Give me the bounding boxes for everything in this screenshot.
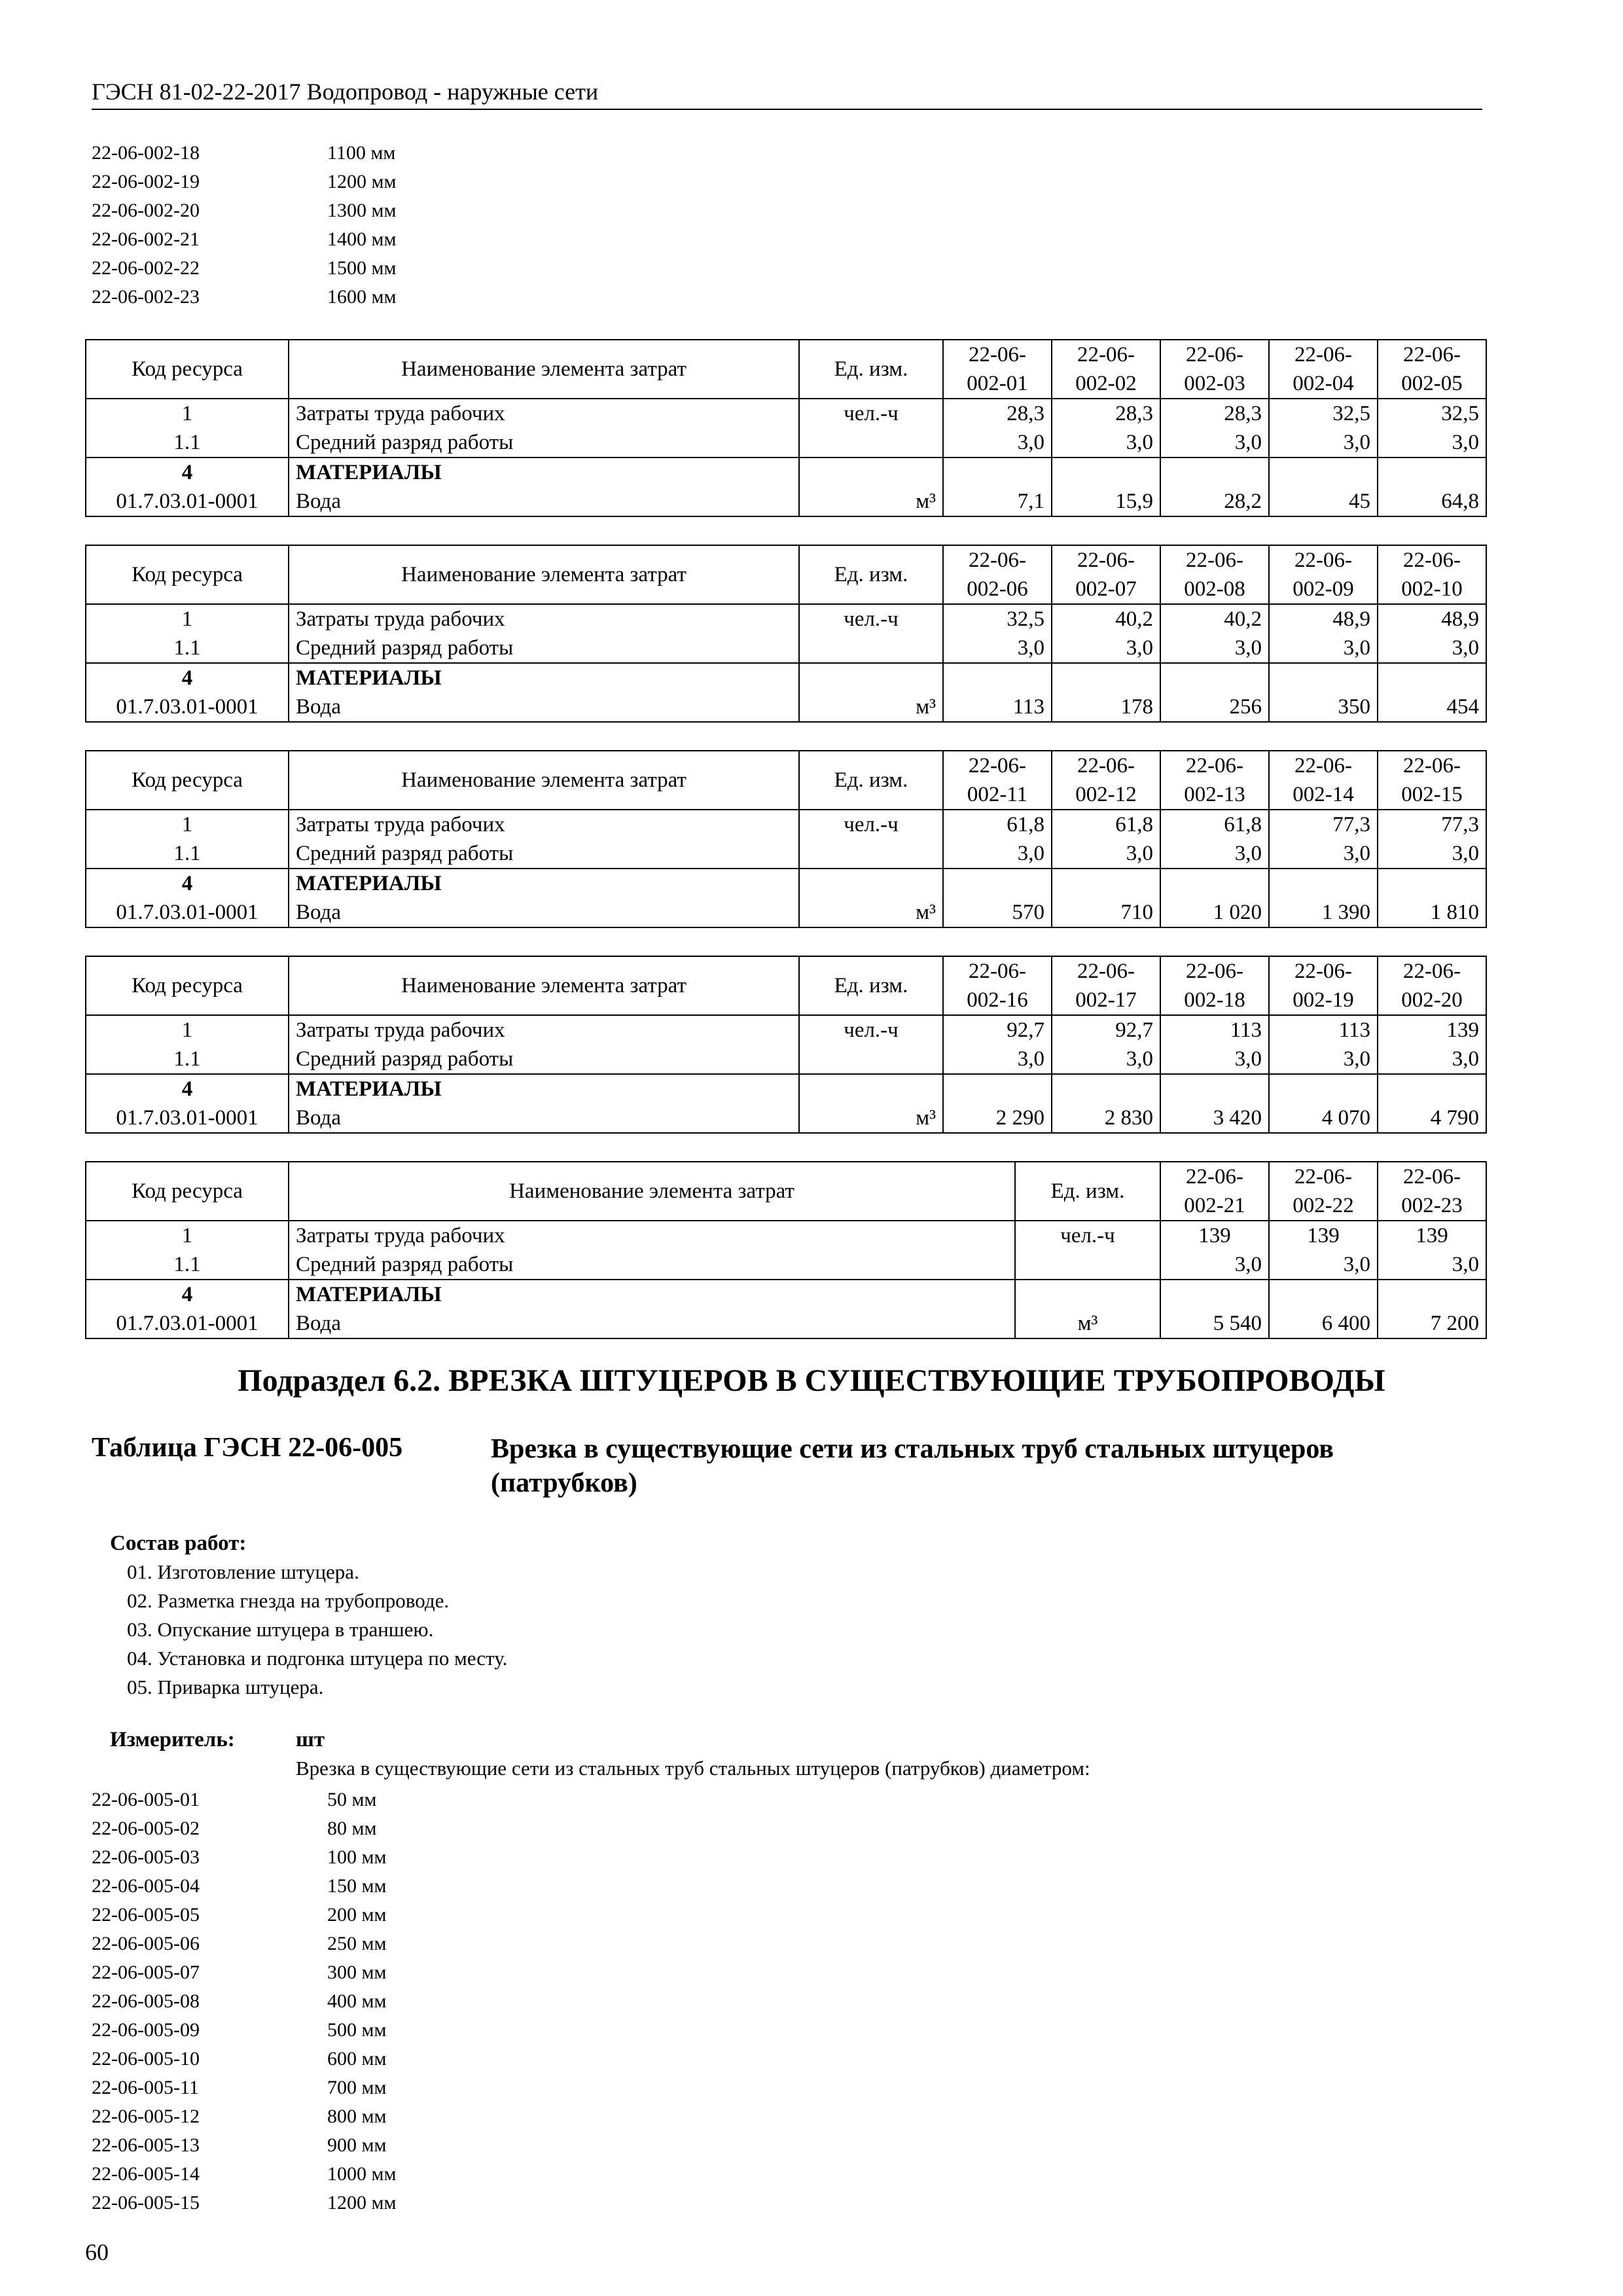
col-header-norm: 22-06- 002-23	[1378, 1162, 1486, 1221]
table-cell: 139	[1269, 1221, 1378, 1250]
table-cell: 1	[86, 604, 289, 634]
table-cell: 28,3	[943, 399, 1052, 428]
table-cell: 28,3	[1052, 399, 1160, 428]
col-header-norm: 22-06- 002-10	[1378, 545, 1486, 604]
col-header-norm: 22-06- 002-08	[1160, 545, 1269, 604]
col-header-norm: 22-06- 002-19	[1269, 956, 1378, 1015]
table-cell: 28,2	[1160, 487, 1269, 516]
table-cell	[1015, 1280, 1160, 1309]
table-cell: 350	[1269, 692, 1378, 722]
col-header-norm: 22-06- 002-13	[1160, 751, 1269, 810]
table-cell: 139	[1160, 1221, 1269, 1250]
table-cell: 32,5	[1378, 399, 1486, 428]
table-row	[86, 1074, 1486, 1103]
list-item: 22-06-005-12 800 мм	[92, 2106, 387, 2127]
table-cell: 1.1	[86, 634, 289, 663]
list-item: 22-06-005-14 1000 мм	[92, 2163, 397, 2185]
col-header-norm: 22-06- 002-20	[1378, 956, 1486, 1015]
table-cell: 3,0	[1052, 634, 1160, 663]
top-code-list	[92, 139, 396, 312]
list-item: 22-06-005-15 1200 мм	[92, 2192, 397, 2214]
table-cell: м³	[799, 487, 943, 516]
table-cell	[943, 1074, 1052, 1103]
table-cell	[1160, 663, 1269, 692]
table-cell: 32,5	[1269, 399, 1378, 428]
table-cell: 6 400	[1269, 1309, 1378, 1338]
table-row	[86, 604, 1486, 634]
table-cell: 48,9	[1378, 604, 1486, 634]
resource-table-4	[85, 956, 1487, 1134]
table-cell: 113	[1269, 1015, 1378, 1045]
table-cell	[1269, 1074, 1378, 1103]
table-cell: МАТЕРИАЛЫ	[289, 1074, 799, 1103]
list-item: 22-06-005-11 700 мм	[92, 2077, 387, 2098]
table-cell: 01.7.03.01-0001	[86, 1103, 289, 1133]
table-cell: 1	[86, 1221, 289, 1250]
table-row	[86, 692, 1486, 722]
table-cell: 48,9	[1269, 604, 1378, 634]
table-cell: 3,0	[943, 428, 1052, 457]
table-cell: 7,1	[943, 487, 1052, 516]
table-row	[86, 399, 1486, 428]
table-row	[86, 663, 1486, 692]
table-cell: 1	[86, 810, 289, 839]
table-cell	[799, 839, 943, 869]
col-header-unit: Ед. изм.	[799, 340, 943, 399]
table-cell: МАТЕРИАЛЫ	[289, 457, 799, 487]
list-item: 04. Установка и подгонка штуцера по месту.	[127, 1647, 508, 1670]
table-cell: 3,0	[1378, 634, 1486, 663]
table-row	[86, 487, 1486, 516]
col-header-norm: 22-06- 002-18	[1160, 956, 1269, 1015]
table-cell: 3,0	[1160, 839, 1269, 869]
table-cell: 92,7	[943, 1015, 1052, 1045]
table-cell: Вода	[289, 487, 799, 516]
table-cell	[799, 869, 943, 898]
table-cell: 3,0	[1160, 1250, 1269, 1280]
table-cell: 61,8	[1052, 810, 1160, 839]
col-header-norm: 22-06- 002-22	[1269, 1162, 1378, 1221]
table-cell: 92,7	[1052, 1015, 1160, 1045]
table-cell	[1269, 1280, 1378, 1309]
table-cell: Вода	[289, 1103, 799, 1133]
table-cell: чел.-ч	[799, 810, 943, 839]
table-row	[86, 1103, 1486, 1133]
bottom-code-list	[92, 1785, 396, 2217]
table-cell: Средний разряд работы	[289, 428, 799, 457]
table-row	[86, 839, 1486, 869]
page-number: 60	[85, 2239, 109, 2265]
table-cell: 4 790	[1378, 1103, 1486, 1133]
table-cell: 28,3	[1160, 399, 1269, 428]
table-cell	[1378, 457, 1486, 487]
table-cell: 1.1	[86, 428, 289, 457]
col-header-code: Код ресурса	[86, 751, 289, 810]
list-item: 22-06-005-04 150 мм	[92, 1875, 387, 1897]
table-cell: 3,0	[1160, 1045, 1269, 1074]
table-cell	[943, 869, 1052, 898]
table-cell: 139	[1378, 1015, 1486, 1045]
list-item: 22-06-002-19 1200 мм	[92, 171, 397, 192]
table-cell: Затраты труда рабочих	[289, 810, 799, 839]
col-header-norm: 22-06- 002-12	[1052, 751, 1160, 810]
table-cell: 2 830	[1052, 1103, 1160, 1133]
table-cell	[1052, 869, 1160, 898]
table-cell	[943, 457, 1052, 487]
col-header-code: Код ресурса	[86, 340, 289, 399]
table-cell: 4	[86, 663, 289, 692]
col-header-unit: Ед. изм.	[799, 545, 943, 604]
table-cell	[1269, 457, 1378, 487]
table-cell: чел.-ч	[799, 399, 943, 428]
col-header-norm: 22-06- 002-06	[943, 545, 1052, 604]
table-row	[86, 1309, 1486, 1338]
col-header-norm: 22-06- 002-03	[1160, 340, 1269, 399]
table-cell: 45	[1269, 487, 1378, 516]
table-cell: 710	[1052, 898, 1160, 927]
table-cell: 178	[1052, 692, 1160, 722]
table-cell: 4	[86, 1280, 289, 1309]
table-cell: 3,0	[1160, 634, 1269, 663]
table-cell: Средний разряд работы	[289, 634, 799, 663]
table-row	[86, 1045, 1486, 1074]
table-cell: 4 070	[1269, 1103, 1378, 1133]
table-cell	[799, 634, 943, 663]
table-cell: 3,0	[1378, 428, 1486, 457]
col-header-norm: 22-06- 002-09	[1269, 545, 1378, 604]
list-item: 22-06-002-20 1300 мм	[92, 200, 397, 221]
table-cell: МАТЕРИАЛЫ	[289, 663, 799, 692]
resource-table-1	[85, 339, 1487, 517]
works-composition	[110, 1529, 507, 1702]
table-cell: 3,0	[1269, 634, 1378, 663]
table-cell: 256	[1160, 692, 1269, 722]
table-cell: м³	[1015, 1309, 1160, 1338]
list-item: 22-06-002-18 1100 мм	[92, 142, 396, 164]
table-cell: м³	[799, 1103, 943, 1133]
list-item: 02. Разметка гнезда на трубопроводе.	[127, 1589, 450, 1612]
page-header: ГЭСН 81-02-22-2017 Водопровод - наружные сети	[92, 77, 1482, 110]
table-cell: 15,9	[1052, 487, 1160, 516]
subsection-title: Подраздел 6.2. ВРЕЗКА ШТУЦЕРОВ В СУЩЕСТВУЮЩИЕ ТРУБОПРОВОДЫ	[238, 1363, 1385, 1398]
table-cell: 454	[1378, 692, 1486, 722]
list-item: 05. Приварка штуцера.	[127, 1676, 324, 1698]
table-cell: чел.-ч	[1015, 1221, 1160, 1250]
table-cell: чел.-ч	[799, 1015, 943, 1045]
col-header-norm: 22-06- 002-05	[1378, 340, 1486, 399]
list-item: 22-06-005-05 200 мм	[92, 1904, 387, 1926]
table-cell: 1 810	[1378, 898, 1486, 927]
meter-label: Измеритель:	[110, 1728, 235, 1751]
col-header-unit: Ед. изм.	[1015, 1162, 1160, 1221]
table-cell: 3,0	[1378, 1045, 1486, 1074]
table-row	[86, 1250, 1486, 1280]
table-cell	[799, 663, 943, 692]
table-cell: Затраты труда рабочих	[289, 1221, 1015, 1250]
col-header-norm: 22-06- 002-17	[1052, 956, 1160, 1015]
table-cell: 3,0	[1269, 839, 1378, 869]
table-cell: 4	[86, 869, 289, 898]
table-cell: 1	[86, 399, 289, 428]
table-title: Врезка в существующие сети из стальных труб стальных штуцеров (патрубков)	[491, 1434, 1334, 1498]
table-cell: 32,5	[943, 604, 1052, 634]
col-header-code: Код ресурса	[86, 545, 289, 604]
table-cell: 3,0	[943, 1045, 1052, 1074]
list-item: 22-06-005-02 80 мм	[92, 1818, 377, 1839]
table-cell: 40,2	[1160, 604, 1269, 634]
table-cell	[1160, 1074, 1269, 1103]
table-cell: 4	[86, 1074, 289, 1103]
table-cell: 3 420	[1160, 1103, 1269, 1133]
table-cell: 3,0	[1160, 428, 1269, 457]
col-header-code: Код ресурса	[86, 956, 289, 1015]
table-cell: Вода	[289, 692, 799, 722]
table-row	[86, 457, 1486, 487]
table-cell: Затраты труда рабочих	[289, 399, 799, 428]
table-cell	[1378, 869, 1486, 898]
table-cell: Вода	[289, 1309, 1015, 1338]
table-cell: 01.7.03.01-0001	[86, 692, 289, 722]
list-item: 22-06-005-10 600 мм	[92, 2048, 387, 2070]
table-cell	[799, 457, 943, 487]
table-row	[86, 1015, 1486, 1045]
table-cell	[799, 1045, 943, 1074]
col-header-norm: 22-06- 002-14	[1269, 751, 1378, 810]
table-cell	[943, 663, 1052, 692]
table-cell: 01.7.03.01-0001	[86, 1309, 289, 1338]
table-cell: 01.7.03.01-0001	[86, 898, 289, 927]
table-cell: 113	[943, 692, 1052, 722]
col-header-name: Наименование элемента затрат	[289, 340, 799, 399]
list-item: 22-06-005-13 900 мм	[92, 2134, 387, 2156]
table-cell	[799, 428, 943, 457]
table-cell: Средний разряд работы	[289, 1045, 799, 1074]
list-item: 22-06-002-22 1500 мм	[92, 257, 397, 279]
table-cell: 2 290	[943, 1103, 1052, 1133]
table-cell: 4	[86, 457, 289, 487]
table-cell: 1.1	[86, 1045, 289, 1074]
col-header-name: Наименование элемента затрат	[289, 751, 799, 810]
table-row	[86, 428, 1486, 457]
list-item: 22-06-005-08 400 мм	[92, 1990, 387, 2012]
table-cell	[1378, 1074, 1486, 1103]
table-cell: 3,0	[1052, 839, 1160, 869]
table-cell: 3,0	[1269, 1250, 1378, 1280]
table-cell	[1015, 1250, 1160, 1280]
table-cell	[1160, 1280, 1269, 1309]
table-cell: 5 540	[1160, 1309, 1269, 1338]
table-cell	[799, 1074, 943, 1103]
table-cell: 64,8	[1378, 487, 1486, 516]
resource-table-3	[85, 750, 1487, 928]
col-header-code: Код ресурса	[86, 1162, 289, 1221]
works-heading: Состав работ:	[110, 1532, 247, 1555]
table-cell	[1269, 869, 1378, 898]
col-header-norm: 22-06- 002-01	[943, 340, 1052, 399]
list-item: 22-06-005-03 100 мм	[92, 1846, 387, 1868]
col-header-norm: 22-06- 002-21	[1160, 1162, 1269, 1221]
table-cell	[1160, 869, 1269, 898]
table-cell: 1	[86, 1015, 289, 1045]
table-cell: Средний разряд работы	[289, 1250, 1015, 1280]
meter-unit: шт	[296, 1728, 325, 1751]
col-header-norm: 22-06- 002-04	[1269, 340, 1378, 399]
table-cell: МАТЕРИАЛЫ	[289, 1280, 1015, 1309]
table-cell: 139	[1378, 1221, 1486, 1250]
table-cell: чел.-ч	[799, 604, 943, 634]
table-cell: 3,0	[1378, 839, 1486, 869]
col-header-norm: 22-06- 002-16	[943, 956, 1052, 1015]
table-row	[86, 869, 1486, 898]
col-header-name: Наименование элемента затрат	[289, 545, 799, 604]
table-row	[86, 898, 1486, 927]
table-cell: Вода	[289, 898, 799, 927]
table-cell	[1378, 1280, 1486, 1309]
table-row	[86, 810, 1486, 839]
table-cell: МАТЕРИАЛЫ	[289, 869, 799, 898]
table-cell: Затраты труда рабочих	[289, 1015, 799, 1045]
list-item: 22-06-005-09 500 мм	[92, 2019, 387, 2041]
list-item: 01. Изготовление штуцера.	[127, 1560, 359, 1583]
table-cell: 3,0	[943, 634, 1052, 663]
table-cell	[1378, 663, 1486, 692]
table-cell: 3,0	[1269, 1045, 1378, 1074]
table-cell: 1.1	[86, 839, 289, 869]
resource-table-5	[85, 1161, 1487, 1339]
list-item: 03. Опускание штуцера в траншею.	[127, 1618, 434, 1641]
table-row	[86, 634, 1486, 663]
table-label: Таблица ГЭСН 22-06-005	[92, 1433, 403, 1463]
col-header-norm: 22-06- 002-11	[943, 751, 1052, 810]
table-cell: 3,0	[943, 839, 1052, 869]
table-cell	[1052, 457, 1160, 487]
table-cell: 61,8	[943, 810, 1052, 839]
table-cell	[1052, 1074, 1160, 1103]
table-cell	[1269, 663, 1378, 692]
list-item: 22-06-005-06 250 мм	[92, 1933, 387, 1954]
table-cell: 3,0	[1378, 1250, 1486, 1280]
table-cell: 3,0	[1052, 428, 1160, 457]
table-cell: Средний разряд работы	[289, 839, 799, 869]
list-item: 22-06-002-21 1400 мм	[92, 228, 397, 250]
table-cell: м³	[799, 692, 943, 722]
table-row	[86, 1280, 1486, 1309]
table-cell: 1 390	[1269, 898, 1378, 927]
col-header-norm: 22-06- 002-15	[1378, 751, 1486, 810]
table-cell: м³	[799, 898, 943, 927]
table-row	[86, 1221, 1486, 1250]
table-cell	[1052, 663, 1160, 692]
list-item: 22-06-002-23 1600 мм	[92, 286, 397, 308]
table-cell: 77,3	[1378, 810, 1486, 839]
resource-table-2	[85, 545, 1487, 723]
col-header-unit: Ед. изм.	[799, 751, 943, 810]
table-cell: 61,8	[1160, 810, 1269, 839]
table-cell	[1160, 457, 1269, 487]
table-cell: 7 200	[1378, 1309, 1486, 1338]
meter-description: Врезка в существующие сети из стальных труб стальных штуцеров (патрубков) диаметром:	[296, 1757, 1090, 1780]
list-item: 22-06-005-07 300 мм	[92, 1962, 387, 1983]
table-cell: 570	[943, 898, 1052, 927]
table-cell: 3,0	[1269, 428, 1378, 457]
list-item: 22-06-005-01 50 мм	[92, 1789, 377, 1810]
table-cell: 77,3	[1269, 810, 1378, 839]
table-cell: Затраты труда рабочих	[289, 604, 799, 634]
table-cell: 1 020	[1160, 898, 1269, 927]
col-header-name: Наименование элемента затрат	[289, 1162, 1015, 1221]
col-header-norm: 22-06- 002-02	[1052, 340, 1160, 399]
col-header-name: Наименование элемента затрат	[289, 956, 799, 1015]
col-header-norm: 22-06- 002-07	[1052, 545, 1160, 604]
table-cell: 1.1	[86, 1250, 289, 1280]
table-cell: 113	[1160, 1015, 1269, 1045]
table-cell: 01.7.03.01-0001	[86, 487, 289, 516]
table-cell: 3,0	[1052, 1045, 1160, 1074]
table-cell: 40,2	[1052, 604, 1160, 634]
col-header-unit: Ед. изм.	[799, 956, 943, 1015]
